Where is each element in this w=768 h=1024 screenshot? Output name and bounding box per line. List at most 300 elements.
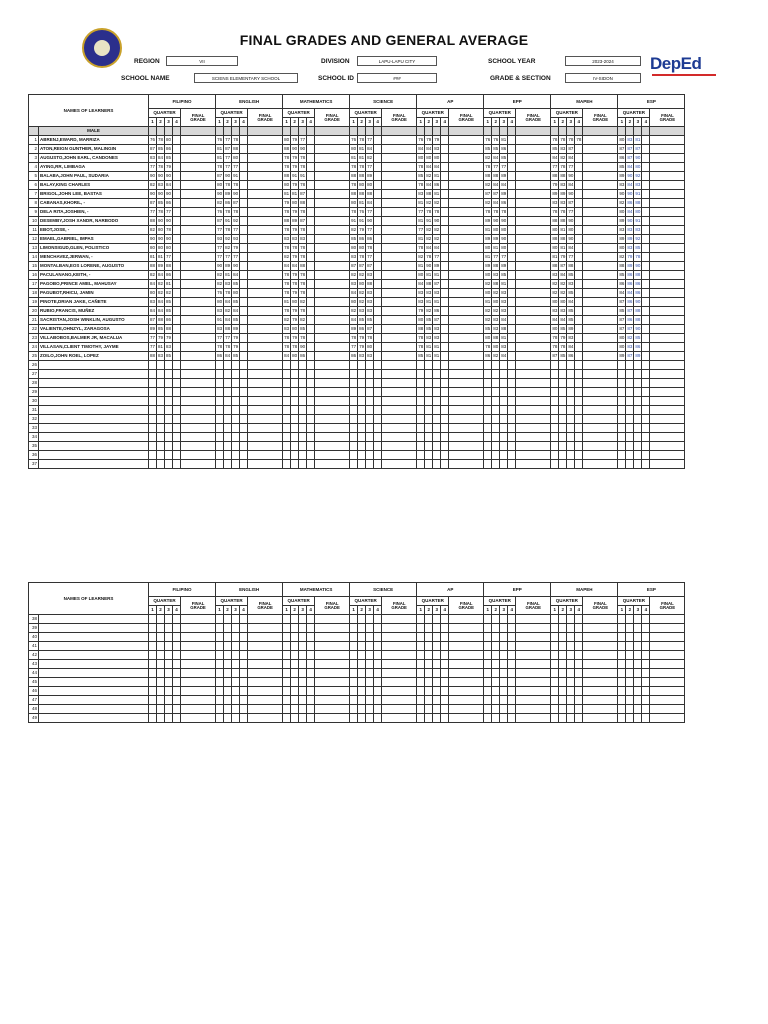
grade-cell[interactable]	[417, 370, 425, 379]
quarter-grade-cell[interactable]: 86	[216, 352, 224, 361]
grade-cell[interactable]	[618, 615, 626, 624]
final-grade-cell[interactable]	[382, 298, 417, 307]
quarter-grade-cell[interactable]: 77	[149, 334, 157, 343]
final-grade-cell[interactable]	[248, 172, 283, 181]
grade-cell[interactable]	[366, 687, 374, 696]
quarter-grade-cell[interactable]: 84	[567, 343, 575, 352]
grade-cell[interactable]	[441, 424, 449, 433]
grade-cell[interactable]	[484, 388, 492, 397]
quarter-grade-cell[interactable]: 83	[291, 235, 299, 244]
quarter-grade-cell[interactable]	[374, 271, 382, 280]
grade-cell[interactable]	[165, 642, 173, 651]
grade-cell[interactable]	[248, 705, 283, 714]
quarter-grade-cell[interactable]	[642, 190, 650, 199]
final-grade-cell[interactable]	[248, 226, 283, 235]
grade-cell[interactable]	[449, 624, 484, 633]
grade-cell[interactable]	[382, 660, 417, 669]
grade-cell[interactable]	[425, 370, 433, 379]
final-grade-cell[interactable]	[650, 352, 685, 361]
quarter-grade-cell[interactable]	[642, 244, 650, 253]
quarter-grade-cell[interactable]: 77	[492, 253, 500, 262]
quarter-grade-cell[interactable]: 83	[299, 235, 307, 244]
grade-cell[interactable]	[583, 615, 618, 624]
grade-cell[interactable]	[173, 687, 181, 696]
quarter-grade-cell[interactable]: 88	[492, 262, 500, 271]
quarter-grade-cell[interactable]: 85	[492, 145, 500, 154]
grade-cell[interactable]	[366, 705, 374, 714]
grade-cell[interactable]	[350, 705, 358, 714]
grade-cell[interactable]	[248, 415, 283, 424]
learner-name[interactable]: EBOT,JOSE, -	[39, 226, 149, 235]
quarter-grade-cell[interactable]: 84	[157, 307, 165, 316]
quarter-grade-cell[interactable]: 89	[500, 172, 508, 181]
grade-cell[interactable]	[449, 705, 484, 714]
quarter-grade-cell[interactable]: 89	[350, 325, 358, 334]
final-grade-cell[interactable]	[382, 253, 417, 262]
final-grade-cell[interactable]	[382, 145, 417, 154]
grade-cell[interactable]	[350, 433, 358, 442]
grade-cell[interactable]	[650, 624, 685, 633]
final-grade-cell[interactable]	[181, 298, 216, 307]
quarter-grade-cell[interactable]	[173, 334, 181, 343]
quarter-grade-cell[interactable]	[508, 352, 516, 361]
grade-cell[interactable]	[240, 714, 248, 723]
quarter-grade-cell[interactable]: 77	[366, 136, 374, 145]
quarter-grade-cell[interactable]	[642, 334, 650, 343]
grade-cell[interactable]	[417, 624, 425, 633]
grade-cell[interactable]	[433, 624, 441, 633]
grade-cell[interactable]	[358, 651, 366, 660]
quarter-grade-cell[interactable]: 78	[358, 253, 366, 262]
quarter-grade-cell[interactable]: 77	[224, 334, 232, 343]
quarter-grade-cell[interactable]: 85	[484, 325, 492, 334]
grade-cell[interactable]	[240, 424, 248, 433]
grade-cell[interactable]	[291, 669, 299, 678]
grade-cell[interactable]	[508, 678, 516, 687]
grade-cell[interactable]	[441, 633, 449, 642]
quarter-grade-cell[interactable]	[240, 334, 248, 343]
final-grade-cell[interactable]	[248, 262, 283, 271]
grade-cell[interactable]	[626, 687, 634, 696]
final-grade-cell[interactable]	[382, 352, 417, 361]
final-grade-cell[interactable]	[248, 163, 283, 172]
quarter-grade-cell[interactable]: 88	[425, 280, 433, 289]
quarter-grade-cell[interactable]	[642, 280, 650, 289]
grade-cell[interactable]	[382, 678, 417, 687]
grade-cell[interactable]	[551, 714, 559, 723]
quarter-grade-cell[interactable]: 84	[224, 298, 232, 307]
grade-cell[interactable]	[551, 415, 559, 424]
grade-cell[interactable]	[567, 415, 575, 424]
quarter-grade-cell[interactable]: 83	[433, 145, 441, 154]
quarter-grade-cell[interactable]: 87	[626, 352, 634, 361]
grade-cell[interactable]	[315, 406, 350, 415]
quarter-grade-cell[interactable]	[441, 325, 449, 334]
quarter-grade-cell[interactable]: 81	[484, 298, 492, 307]
final-grade-cell[interactable]	[650, 235, 685, 244]
grade-cell[interactable]	[516, 615, 551, 624]
quarter-grade-cell[interactable]: 84	[165, 181, 173, 190]
final-grade-cell[interactable]	[516, 271, 551, 280]
grade-cell[interactable]	[642, 624, 650, 633]
grade-cell[interactable]	[583, 678, 618, 687]
grade-cell[interactable]	[559, 433, 567, 442]
grade-cell[interactable]	[433, 633, 441, 642]
grade-cell[interactable]	[149, 696, 157, 705]
grade-cell[interactable]	[433, 669, 441, 678]
grade-cell[interactable]	[551, 696, 559, 705]
grade-cell[interactable]	[165, 415, 173, 424]
quarter-grade-cell[interactable]	[173, 208, 181, 217]
grade-cell[interactable]	[516, 379, 551, 388]
final-grade-cell[interactable]	[583, 262, 618, 271]
quarter-grade-cell[interactable]: 87	[492, 190, 500, 199]
quarter-grade-cell[interactable]	[173, 307, 181, 316]
quarter-grade-cell[interactable]: 85	[232, 280, 240, 289]
quarter-grade-cell[interactable]: 82	[299, 298, 307, 307]
grade-cell[interactable]	[500, 397, 508, 406]
quarter-grade-cell[interactable]	[441, 280, 449, 289]
final-grade-cell[interactable]	[382, 271, 417, 280]
quarter-grade-cell[interactable]: 87	[299, 217, 307, 226]
final-grade-cell[interactable]	[583, 190, 618, 199]
grade-cell[interactable]	[567, 379, 575, 388]
grade-cell[interactable]	[224, 442, 232, 451]
quarter-grade-cell[interactable]	[240, 217, 248, 226]
learner-name-cell[interactable]	[39, 460, 149, 469]
final-grade-cell[interactable]	[382, 316, 417, 325]
quarter-grade-cell[interactable]: 87	[484, 190, 492, 199]
quarter-grade-cell[interactable]: 84	[224, 352, 232, 361]
grade-cell[interactable]	[240, 660, 248, 669]
grade-cell[interactable]	[500, 651, 508, 660]
grade-cell[interactable]	[299, 442, 307, 451]
grade-cell[interactable]	[626, 370, 634, 379]
quarter-grade-cell[interactable]: 77	[165, 208, 173, 217]
grade-cell[interactable]	[382, 388, 417, 397]
quarter-grade-cell[interactable]: 85	[165, 352, 173, 361]
grade-cell[interactable]	[500, 406, 508, 415]
learner-name[interactable]: ATON,REIGN GUNTHER, MALINGIN	[39, 145, 149, 154]
quarter-grade-cell[interactable]: 86	[634, 280, 642, 289]
quarter-grade-cell[interactable]: 82	[358, 298, 366, 307]
grade-cell[interactable]	[642, 424, 650, 433]
quarter-grade-cell[interactable]	[575, 325, 583, 334]
grade-cell[interactable]	[642, 678, 650, 687]
quarter-grade-cell[interactable]: 78	[417, 343, 425, 352]
quarter-grade-cell[interactable]: 81	[425, 298, 433, 307]
quarter-grade-cell[interactable]: 81	[417, 199, 425, 208]
grade-cell[interactable]	[433, 361, 441, 370]
quarter-grade-cell[interactable]	[575, 280, 583, 289]
final-grade-cell[interactable]	[650, 289, 685, 298]
grade-cell[interactable]	[417, 442, 425, 451]
grade-cell[interactable]	[449, 370, 484, 379]
quarter-grade-cell[interactable]: 84	[232, 271, 240, 280]
grade-cell[interactable]	[224, 678, 232, 687]
quarter-grade-cell[interactable]: 85	[567, 316, 575, 325]
quarter-grade-cell[interactable]: 87	[626, 154, 634, 163]
grade-cell[interactable]	[449, 415, 484, 424]
final-grade-cell[interactable]	[315, 343, 350, 352]
quarter-grade-cell[interactable]: 80	[551, 226, 559, 235]
quarter-grade-cell[interactable]: 90	[634, 325, 642, 334]
quarter-grade-cell[interactable]: 80	[618, 343, 626, 352]
quarter-grade-cell[interactable]: 77	[567, 163, 575, 172]
grade-cell[interactable]	[492, 669, 500, 678]
grade-cell[interactable]	[358, 433, 366, 442]
grade-cell[interactable]	[283, 379, 291, 388]
grade-cell[interactable]	[516, 388, 551, 397]
grade-cell[interactable]	[551, 424, 559, 433]
quarter-grade-cell[interactable]: 81	[500, 136, 508, 145]
quarter-grade-cell[interactable]: 84	[350, 316, 358, 325]
quarter-grade-cell[interactable]	[240, 343, 248, 352]
final-grade-cell[interactable]	[583, 172, 618, 181]
quarter-grade-cell[interactable]	[173, 244, 181, 253]
quarter-grade-cell[interactable]: 77	[366, 163, 374, 172]
quarter-grade-cell[interactable]: 77	[224, 136, 232, 145]
quarter-grade-cell[interactable]: 85	[559, 325, 567, 334]
grade-cell[interactable]	[240, 451, 248, 460]
grade-cell[interactable]	[350, 678, 358, 687]
grade-cell[interactable]	[224, 660, 232, 669]
grade-cell[interactable]	[165, 624, 173, 633]
quarter-grade-cell[interactable]: 86	[626, 280, 634, 289]
grade-cell[interactable]	[299, 460, 307, 469]
grade-cell[interactable]	[559, 624, 567, 633]
final-grade-cell[interactable]	[650, 280, 685, 289]
grade-cell[interactable]	[165, 370, 173, 379]
grade-cell[interactable]	[299, 660, 307, 669]
quarter-grade-cell[interactable]: 83	[283, 235, 291, 244]
grade-cell[interactable]	[307, 678, 315, 687]
grade-cell[interactable]	[165, 406, 173, 415]
final-grade-cell[interactable]	[382, 217, 417, 226]
grade-cell[interactable]	[224, 696, 232, 705]
grade-cell[interactable]	[382, 442, 417, 451]
quarter-grade-cell[interactable]	[240, 271, 248, 280]
grade-cell[interactable]	[551, 687, 559, 696]
grade-cell[interactable]	[358, 714, 366, 723]
quarter-grade-cell[interactable]: 78	[358, 136, 366, 145]
grade-cell[interactable]	[307, 624, 315, 633]
quarter-grade-cell[interactable]: 82	[492, 289, 500, 298]
final-grade-cell[interactable]	[516, 307, 551, 316]
quarter-grade-cell[interactable]: 78	[417, 334, 425, 343]
grade-cell[interactable]	[283, 388, 291, 397]
quarter-grade-cell[interactable]: 82	[551, 289, 559, 298]
grade-cell[interactable]	[650, 633, 685, 642]
quarter-grade-cell[interactable]: 81	[492, 244, 500, 253]
final-grade-cell[interactable]	[181, 190, 216, 199]
grade-cell[interactable]	[374, 624, 382, 633]
final-grade-cell[interactable]	[181, 334, 216, 343]
final-grade-cell[interactable]	[181, 136, 216, 145]
grade-cell[interactable]	[358, 415, 366, 424]
final-grade-cell[interactable]	[516, 325, 551, 334]
quarter-grade-cell[interactable]: 82	[484, 316, 492, 325]
quarter-grade-cell[interactable]: 81	[224, 271, 232, 280]
grade-cell[interactable]	[500, 379, 508, 388]
grade-section-field[interactable]: IV-SIDON	[565, 73, 641, 83]
quarter-grade-cell[interactable]: 76	[216, 208, 224, 217]
grade-cell[interactable]	[449, 433, 484, 442]
quarter-grade-cell[interactable]: 83	[165, 343, 173, 352]
grade-cell[interactable]	[642, 397, 650, 406]
quarter-grade-cell[interactable]: 90	[299, 343, 307, 352]
grade-cell[interactable]	[374, 460, 382, 469]
final-grade-cell[interactable]	[583, 244, 618, 253]
quarter-grade-cell[interactable]: 83	[149, 298, 157, 307]
learner-name[interactable]: BRIGOL,JOHN LEE, BASTAS	[39, 190, 149, 199]
quarter-grade-cell[interactable]: 84	[425, 244, 433, 253]
quarter-grade-cell[interactable]	[173, 343, 181, 352]
quarter-grade-cell[interactable]	[374, 325, 382, 334]
quarter-grade-cell[interactable]: 84	[291, 262, 299, 271]
grade-cell[interactable]	[425, 361, 433, 370]
grade-cell[interactable]	[559, 642, 567, 651]
quarter-grade-cell[interactable]: 80	[484, 244, 492, 253]
region-field[interactable]: VII	[166, 56, 238, 66]
final-grade-cell[interactable]	[583, 181, 618, 190]
quarter-grade-cell[interactable]	[240, 136, 248, 145]
grade-cell[interactable]	[173, 633, 181, 642]
grade-cell[interactable]	[516, 696, 551, 705]
quarter-grade-cell[interactable]: 77	[567, 253, 575, 262]
grade-cell[interactable]	[216, 624, 224, 633]
quarter-grade-cell[interactable]: 78	[299, 307, 307, 316]
grade-cell[interactable]	[575, 660, 583, 669]
grade-cell[interactable]	[575, 678, 583, 687]
grade-cell[interactable]	[551, 451, 559, 460]
quarter-grade-cell[interactable]: 78	[283, 244, 291, 253]
quarter-grade-cell[interactable]: 83	[492, 325, 500, 334]
grade-cell[interactable]	[358, 660, 366, 669]
final-grade-cell[interactable]	[650, 145, 685, 154]
grade-cell[interactable]	[433, 651, 441, 660]
quarter-grade-cell[interactable]: 76	[149, 136, 157, 145]
grade-cell[interactable]	[642, 642, 650, 651]
quarter-grade-cell[interactable]	[307, 343, 315, 352]
grade-cell[interactable]	[508, 633, 516, 642]
grade-cell[interactable]	[516, 660, 551, 669]
grade-cell[interactable]	[575, 415, 583, 424]
quarter-grade-cell[interactable]: 80	[232, 154, 240, 163]
quarter-grade-cell[interactable]: 90	[626, 190, 634, 199]
quarter-grade-cell[interactable]: 78	[299, 280, 307, 289]
final-grade-cell[interactable]	[248, 145, 283, 154]
quarter-grade-cell[interactable]: 82	[157, 289, 165, 298]
grade-cell[interactable]	[441, 651, 449, 660]
grade-cell[interactable]	[240, 442, 248, 451]
quarter-grade-cell[interactable]: 81	[216, 145, 224, 154]
grade-cell[interactable]	[516, 714, 551, 723]
quarter-grade-cell[interactable]	[575, 343, 583, 352]
grade-cell[interactable]	[516, 624, 551, 633]
grade-cell[interactable]	[567, 669, 575, 678]
quarter-grade-cell[interactable]: 83	[350, 253, 358, 262]
quarter-grade-cell[interactable]: 78	[559, 136, 567, 145]
final-grade-cell[interactable]	[516, 163, 551, 172]
quarter-grade-cell[interactable]: 80	[157, 244, 165, 253]
quarter-grade-cell[interactable]: 77	[492, 163, 500, 172]
quarter-grade-cell[interactable]: 76	[484, 136, 492, 145]
quarter-grade-cell[interactable]: 85	[299, 325, 307, 334]
final-grade-cell[interactable]	[248, 271, 283, 280]
grade-cell[interactable]	[382, 370, 417, 379]
final-grade-cell[interactable]	[382, 334, 417, 343]
grade-cell[interactable]	[650, 678, 685, 687]
quarter-grade-cell[interactable]: 82	[559, 154, 567, 163]
quarter-grade-cell[interactable]: 88	[283, 172, 291, 181]
final-grade-cell[interactable]	[181, 307, 216, 316]
grade-cell[interactable]	[626, 442, 634, 451]
grade-cell[interactable]	[232, 433, 240, 442]
grade-cell[interactable]	[650, 651, 685, 660]
grade-cell[interactable]	[508, 406, 516, 415]
quarter-grade-cell[interactable]: 81	[551, 253, 559, 262]
final-grade-cell[interactable]	[583, 145, 618, 154]
grade-cell[interactable]	[291, 388, 299, 397]
grade-cell[interactable]	[575, 361, 583, 370]
grade-cell[interactable]	[382, 451, 417, 460]
grade-cell[interactable]	[374, 433, 382, 442]
quarter-grade-cell[interactable]	[441, 334, 449, 343]
final-grade-cell[interactable]	[449, 325, 484, 334]
grade-cell[interactable]	[492, 642, 500, 651]
grade-cell[interactable]	[315, 370, 350, 379]
grade-cell[interactable]	[248, 406, 283, 415]
quarter-grade-cell[interactable]	[642, 316, 650, 325]
grade-cell[interactable]	[181, 424, 216, 433]
quarter-grade-cell[interactable]: 82	[433, 235, 441, 244]
final-grade-cell[interactable]	[650, 271, 685, 280]
grade-cell[interactable]	[583, 633, 618, 642]
grade-cell[interactable]	[181, 415, 216, 424]
quarter-grade-cell[interactable]: 85	[417, 172, 425, 181]
grade-cell[interactable]	[417, 696, 425, 705]
grade-cell[interactable]	[417, 714, 425, 723]
quarter-grade-cell[interactable]	[441, 199, 449, 208]
grade-cell[interactable]	[441, 669, 449, 678]
final-grade-cell[interactable]	[516, 199, 551, 208]
quarter-grade-cell[interactable]	[173, 262, 181, 271]
grade-cell[interactable]	[575, 460, 583, 469]
quarter-grade-cell[interactable]: 80	[358, 280, 366, 289]
grade-cell[interactable]	[165, 714, 173, 723]
quarter-grade-cell[interactable]: 87	[366, 325, 374, 334]
final-grade-cell[interactable]	[650, 307, 685, 316]
grade-cell[interactable]	[299, 361, 307, 370]
quarter-grade-cell[interactable]: 85	[417, 352, 425, 361]
quarter-grade-cell[interactable]: 80	[618, 334, 626, 343]
grade-cell[interactable]	[441, 624, 449, 633]
grade-cell[interactable]	[216, 714, 224, 723]
quarter-grade-cell[interactable]: 79	[232, 244, 240, 253]
quarter-grade-cell[interactable]: 79	[358, 343, 366, 352]
quarter-grade-cell[interactable]	[441, 307, 449, 316]
grade-cell[interactable]	[291, 633, 299, 642]
quarter-grade-cell[interactable]: 89	[224, 262, 232, 271]
quarter-grade-cell[interactable]	[307, 298, 315, 307]
quarter-grade-cell[interactable]: 80	[618, 136, 626, 145]
grade-cell[interactable]	[173, 678, 181, 687]
quarter-grade-cell[interactable]: 78	[283, 280, 291, 289]
quarter-grade-cell[interactable]	[173, 199, 181, 208]
quarter-grade-cell[interactable]: 82	[618, 253, 626, 262]
grade-cell[interactable]	[224, 687, 232, 696]
